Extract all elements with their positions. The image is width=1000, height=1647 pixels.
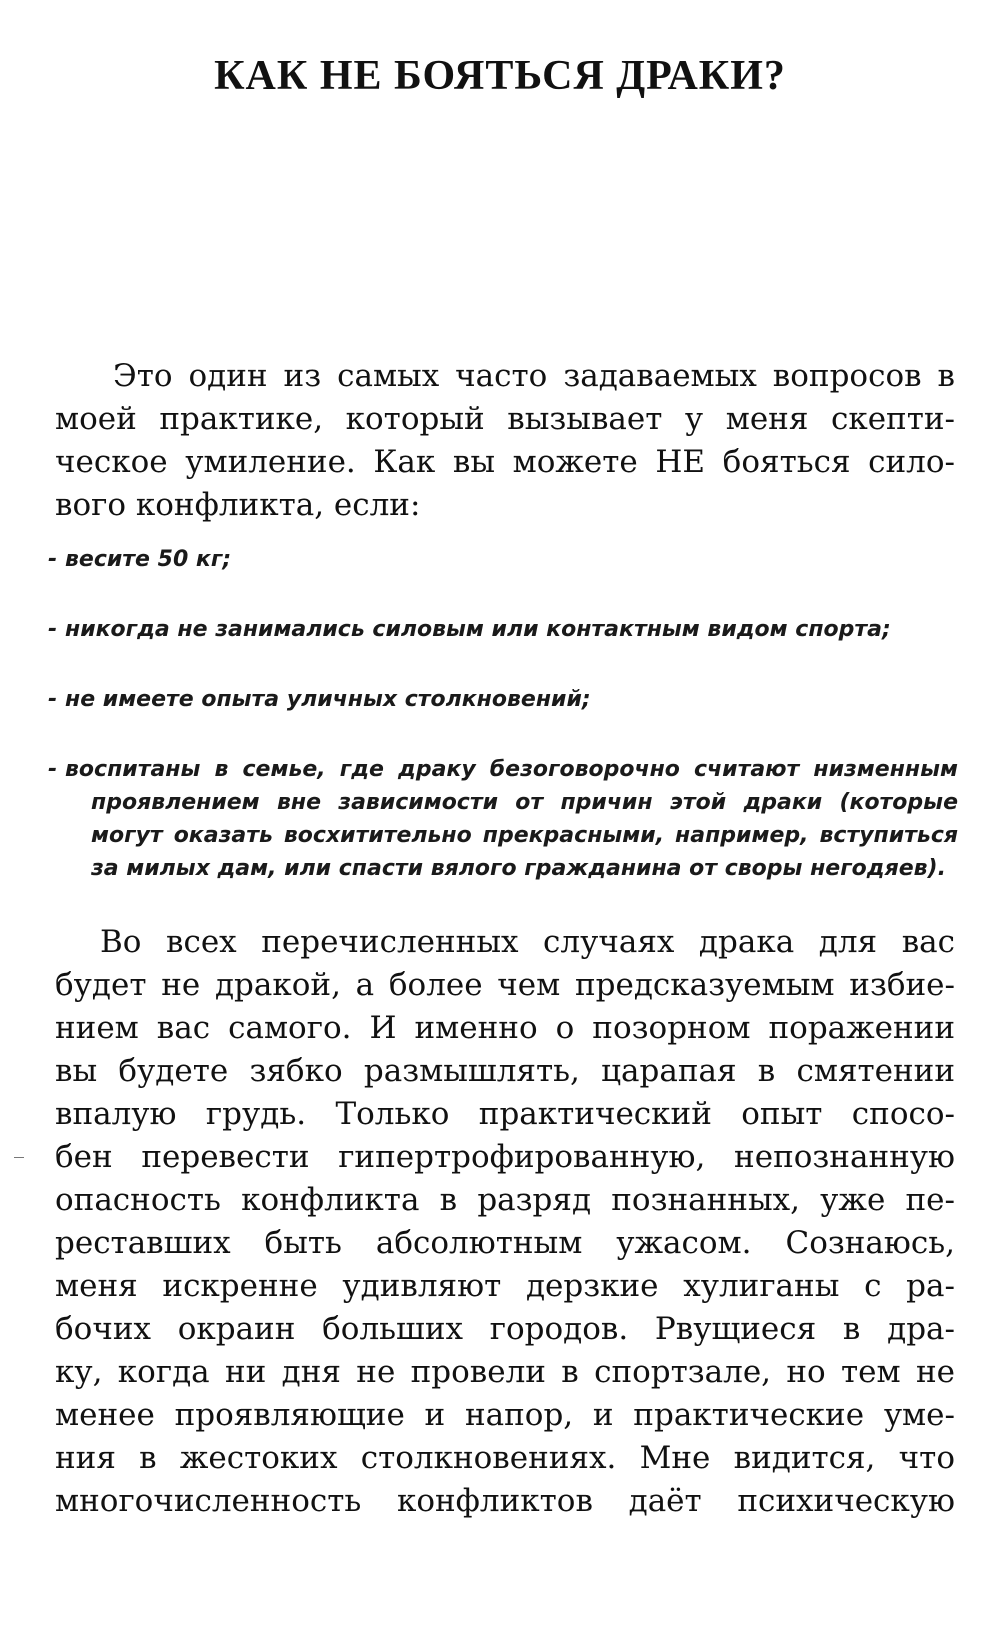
- body-line: бочих окраин больших городов. Рвущиеся в дра-: [55, 1311, 955, 1347]
- chapter-title: КАК НЕ БОЯТЬСЯ ДРАКИ?: [214, 53, 786, 99]
- list-item-text: не имеете опыта уличных столкновений;: [65, 687, 591, 712]
- scan-margin-mark: [14, 1157, 24, 1158]
- intro-line: ческое умиление. Как вы можете НЕ бояться сило-: [55, 444, 955, 480]
- body-line: менее проявляющие и напор, и практические уме-: [55, 1397, 955, 1433]
- body-line: ния в жестоких столкновениях. Мне видится, что: [55, 1440, 955, 1476]
- list-item: [48, 613, 958, 646]
- intro-line: моей практике, который вызывает у меня скепти-: [55, 401, 955, 437]
- body-line: многочисленность конфликтов даёт психическую: [55, 1483, 955, 1519]
- body-line: будет не дракой, а более чем предсказуемым избие-: [55, 967, 955, 1003]
- dash-bullet: -: [48, 757, 58, 782]
- body-line: впалую грудь. Только практический опыт спосо-: [55, 1096, 955, 1132]
- body-line: бен перевести гипертрофированную, непознанную: [55, 1139, 955, 1175]
- list-item: [48, 753, 958, 885]
- list-item: [48, 683, 958, 716]
- body-line: меня искренне удивляют дерзкие хулиганы с ра-: [55, 1268, 955, 1304]
- list-item-text: весите 50 кг;: [65, 547, 232, 572]
- intro-paragraph: [55, 355, 955, 527]
- dash-bullet: -: [48, 617, 58, 642]
- dash-bullet: -: [48, 687, 58, 712]
- body-paragraph: [55, 921, 955, 1523]
- list-item-text: воспитаны в семье, где драку безоговорочно считают низменным проявлением вне зависимости от причин этой драки (которые могут оказать восхитительно прекрасными, например, вступиться за милых дам, или спасти вялого гражданина от своры негодяев).: [65, 757, 958, 881]
- body-line: нием вас самого. И именно о позорном поражении: [55, 1010, 955, 1046]
- body-line: Во всех перечисленных случаях драка для вас: [100, 924, 955, 960]
- intro-line: Это один из самых часто задаваемых вопросов в: [113, 358, 955, 394]
- list-item: [48, 543, 958, 576]
- body-line: реставших быть абсолютным ужасом. Сознаюсь,: [55, 1225, 955, 1261]
- conditions-list: [48, 543, 958, 922]
- body-line: ку, когда ни дня не провели в спортзале, но тем не: [55, 1354, 955, 1390]
- list-item-text: никогда не занимались силовым или контактным видом спорта;: [65, 617, 891, 642]
- body-line: опасность конфликта в разряд познанных, уже пе-: [55, 1182, 955, 1218]
- dash-bullet: -: [48, 547, 58, 572]
- intro-line: вого конфликта, если:: [55, 487, 421, 523]
- body-line: вы будете зябко размышлять, царапая в смятении: [55, 1053, 955, 1089]
